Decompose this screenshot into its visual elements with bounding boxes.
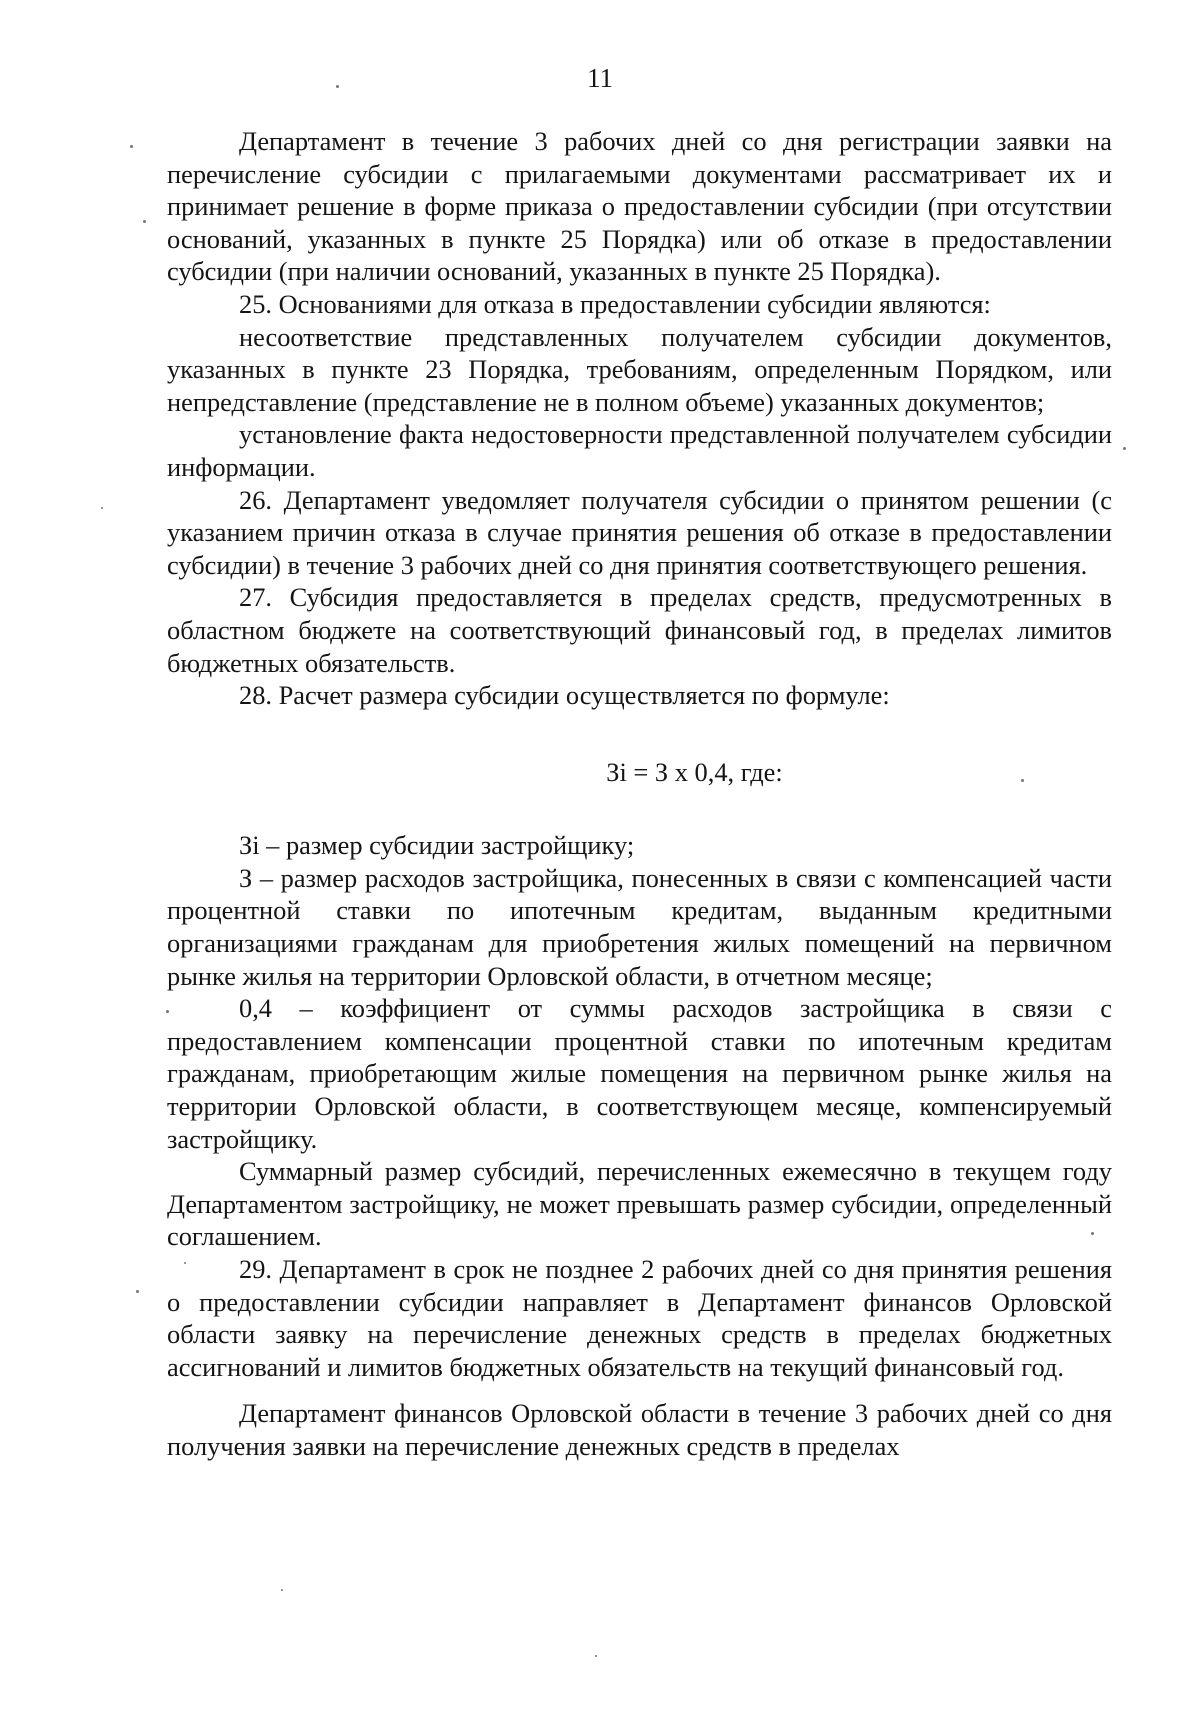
- scan-speck: [184, 1262, 186, 1264]
- subsidy-formula: Зi = З х 0,4, где:: [606, 756, 783, 787]
- paragraph-25-heading: 25. Основаниями для отказа в предоставлении субсидии являются:: [239, 288, 991, 319]
- scan-speck: [143, 220, 146, 223]
- paragraph-28: 28. Расчет размера субсидии осуществляется по формуле:: [239, 680, 890, 711]
- paragraph-25-nonconformity: несоответствие представленных получателем субсидии документов, указанных в пункте 23 Порядка, требованиям, определенным Порядком, или непредставление (представление не в полном объеме) указанных документов;: [167, 321, 1112, 417]
- paragraph-29: 29. Департамент в срок не позднее 2 рабочих дней со дня принятия решения о предоставлении субсидии направляет в Департамент финансов Орловской области заявку на перечисление денежных средств в пределах бюджетных ассигнований и лимитов бюджетных обязательств на текущий финансовый год.: [167, 1254, 1112, 1382]
- scan-speck: [281, 1589, 283, 1591]
- paragraph-25-unreliable-info: установление факта недостоверности представленной получателем субсидии информации.: [167, 419, 1112, 482]
- paragraph-26: 26. Департамент уведомляет получателя субсидии о принятом решении (с указанием причин отказа в случае принятия решения об отказе в предоставлении субсидии) в течение 3 рабочих дней со дня принятия соответствующего решения.: [167, 484, 1112, 580]
- scan-speck: [1123, 447, 1126, 450]
- paragraph-review-application: Департамент в течение 3 рабочих дней со дня регистрации заявки на перечисление субсидии с прилагаемыми документами рассматривает их и принимает решение в форме приказа о предоставлении субсидии (при отсутствии оснований, указанных в пункте 25 Порядка) или об отказе в предоставлении субсидии (при наличии оснований, указанных в пункте 25 Порядка).: [167, 126, 1112, 287]
- scan-speck: [595, 1655, 597, 1657]
- paragraph-27: 27. Субсидия предоставляется в пределах средств, предусмотренных в областном бюджете на соответствующий финансовый год, в пределах лимитов бюджетных обязательств.: [167, 582, 1112, 678]
- definition-zi: Зi – размер субсидии застройщику;: [239, 830, 635, 861]
- paragraph-finance-department: Департамент финансов Орловской области в течение 3 рабочих дней со дня получения заявки на перечисление денежных средств в пределах: [167, 1398, 1112, 1461]
- definition-z: З – размер расходов застройщика, понесенных в связи с компенсацией части процентной ставки по ипотечным кредитам, выданным кредитными организациями гражданам для приобретения жилых помещений на первичном рынке жилья на территории Орловской области, в отчетном месяце;: [167, 862, 1112, 991]
- scan-speck: [136, 1290, 139, 1293]
- scan-speck: [1021, 779, 1024, 782]
- definition-coefficient: 0,4 – коэффициент от суммы расходов застройщика в связи с предоставлением компенсации процентной ставки по ипотечным кредитам гражданам, приобретающим жилые помещения на первичном рынке жилья на территории Орловской области, в соответствующем месяце, компенсируемый застройщику.: [167, 993, 1112, 1154]
- paragraph-total-subsidy: Суммарный размер субсидий, перечисленных ежемесячно в текущем году Департаментом застройщику, не может превышать размер субсидии, определенный соглашением.: [167, 1156, 1112, 1252]
- scan-speck: [336, 85, 339, 88]
- scan-speck: [1091, 1232, 1094, 1235]
- scan-speck: [166, 1010, 169, 1013]
- scan-speck: [130, 145, 133, 148]
- page-number: 11: [587, 63, 613, 93]
- scan-speck: [101, 507, 103, 509]
- document-body: [167, 125, 1112, 1463]
